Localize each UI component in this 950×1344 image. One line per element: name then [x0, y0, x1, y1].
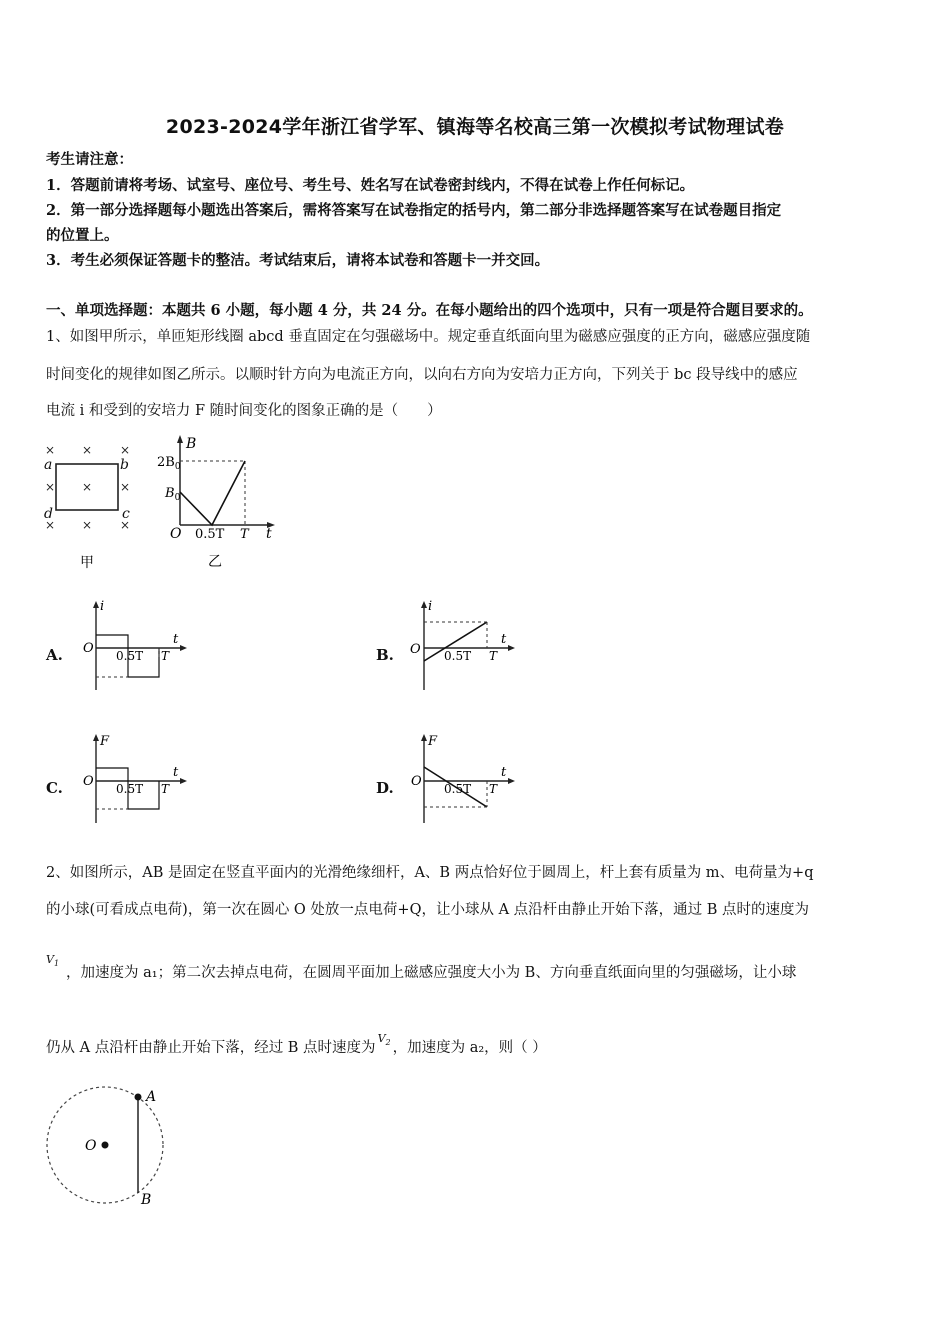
- y-axis-arrow: [93, 601, 99, 608]
- y-axis-arrow: [421, 734, 427, 741]
- page-title: 2023-2024学年浙江省学军、镇海等名校高三第一次模拟考试物理试卷: [165, 116, 785, 138]
- center-point-o: [102, 1142, 109, 1149]
- b-curve: [180, 461, 245, 525]
- q2-line-1: 2、如图所示，AB 是固定在竖直平面内的光滑绝缘细杆，A、B 两点恰好位于圆周上，杆上套有质量为 m、电荷量为+q: [46, 865, 814, 881]
- cross-mark: ×: [120, 480, 131, 494]
- y-axis-arrow: [177, 435, 183, 443]
- tick-half-t: 0.5T: [195, 527, 225, 542]
- cross-mark: ×: [82, 480, 93, 494]
- tick-t: T: [161, 782, 170, 796]
- q1-line-2: 时间变化的规律如图乙所示。以顺时针方向为电流正方向，以向右方向为安培力正方向，下列关于 bc 段导线中的感应: [46, 367, 798, 383]
- notice-item-3: 3．考生必须保证答题卡的整洁。考试结束后，请将本试卷和答题卡一并交回。: [46, 252, 550, 269]
- label-a: A: [146, 1089, 157, 1105]
- y-axis-arrow: [421, 601, 427, 608]
- option-c-graph[interactable]: [80, 731, 190, 826]
- tick-half-t: 0.5T: [444, 649, 472, 663]
- notice-item-1: 1．答题前请将考场、试室号、座位号、考生号、姓名写在试卷密封线内，不得在试卷上作任何标记。: [46, 177, 695, 194]
- option-d-label[interactable]: D.: [376, 779, 394, 797]
- origin-label: O: [83, 641, 94, 656]
- option-a-graph[interactable]: [80, 598, 190, 693]
- tick-t: T: [489, 782, 498, 796]
- force-segment-1: [96, 768, 128, 781]
- origin-label: O: [83, 774, 94, 789]
- cross-mark: ×: [82, 518, 93, 532]
- cross-mark: ×: [45, 480, 56, 494]
- caption-jia: 甲: [80, 555, 94, 571]
- option-d-graph[interactable]: [408, 731, 518, 826]
- tick-half-t: 0.5T: [116, 649, 144, 663]
- section-heading: 一、单项选择题：本题共 6 小题，每小题 4 分，共 24 分。在每小题给出的四个选项中，只有一项是符合题目要求的。: [46, 302, 813, 319]
- option-b-graph[interactable]: [408, 598, 518, 693]
- x-axis-arrow: [508, 645, 515, 651]
- q2-line-2: 的小球(可看成点电荷)，第一次在圆心 O 处放一点电荷+Q，让小球从 A 点沿杆由静止开始下落，通过 B 点时的速度为: [46, 902, 810, 918]
- tick-t: T: [161, 649, 170, 663]
- q1-line-3: 电流 i 和受到的安培力 F 随时间变化的图象正确的是（ ）: [46, 403, 442, 419]
- option-b-label[interactable]: B.: [376, 646, 394, 664]
- ball-a: [135, 1094, 142, 1101]
- notice-item-2: 2．第一部分选择题每小题选出答案后，需将答案写在试卷指定的括号内，第二部分非选择题答案写在试卷题目指定: [46, 202, 782, 219]
- tick-t: T: [240, 527, 249, 542]
- caption-yi: 乙: [208, 554, 222, 570]
- v2-symbol: V2: [377, 1032, 391, 1048]
- y-axis-arrow: [93, 734, 99, 741]
- cross-mark: ×: [120, 443, 131, 457]
- axis-label-t: t: [501, 632, 507, 647]
- cross-mark: ×: [120, 518, 131, 532]
- option-c-label[interactable]: C.: [46, 779, 63, 797]
- origin-label: O: [411, 774, 422, 789]
- figure-coil-jia: [40, 440, 140, 575]
- q2-line-4: 仍从 A 点沿杆由静止开始下落，经过 B 点时速度为$^{V_2}$ ，加速度为 a₂，则（ ）: [46, 1032, 547, 1056]
- q1-line-1: 1、如图甲所示，单匝矩形线圈 abcd 垂直固定在匀强磁场中。规定垂直纸面向里为磁感应强度的正方向，磁感应强度随: [46, 329, 811, 345]
- axis-label-b: B: [186, 436, 197, 452]
- axis-label: F: [100, 734, 110, 749]
- tick-t: T: [489, 649, 498, 663]
- x-axis-arrow: [508, 778, 515, 784]
- axis-label: F: [428, 734, 438, 749]
- axis-label-t: t: [173, 632, 179, 647]
- figure-circle-rod: [40, 1080, 180, 1215]
- current-segment-1: [96, 635, 128, 648]
- coil-corner-b: b: [120, 457, 129, 473]
- v1-symbol: $V_1$: [46, 953, 60, 969]
- origin-label: O: [170, 526, 182, 542]
- x-axis-arrow: [180, 778, 187, 784]
- cross-mark: ×: [45, 443, 56, 457]
- label-b: B: [141, 1192, 152, 1208]
- axis-label: i: [100, 599, 105, 614]
- x-axis-arrow: [180, 645, 187, 651]
- coil-corner-c: c: [122, 506, 130, 522]
- axis-label: i: [428, 599, 433, 614]
- notice-item-2-cont: 的位置上。: [46, 227, 119, 244]
- tick-2b0: $2B_0$: [157, 455, 181, 472]
- option-a-label[interactable]: A.: [46, 646, 63, 664]
- q2-line-3: ，加速度为 a₁；第二次去掉点电荷，在圆周平面加上磁感应强度大小为 B、方向垂直纸面向里的匀强磁场，让小球: [66, 965, 797, 981]
- cross-mark: ×: [82, 443, 93, 457]
- figure-bt-graph-yi: [150, 430, 290, 575]
- notice-heading: 考生请注意：: [46, 151, 133, 168]
- origin-label: O: [410, 642, 421, 657]
- label-o: O: [85, 1138, 97, 1154]
- axis-label-t: t: [173, 765, 179, 780]
- tick-half-t: 0.5T: [116, 782, 144, 796]
- tick-half-t: 0.5T: [444, 782, 472, 796]
- coil-corner-a: a: [44, 457, 53, 473]
- tick-b0: $B_0$: [165, 486, 181, 503]
- axis-label-t: t: [266, 526, 272, 542]
- cross-mark: ×: [45, 518, 56, 532]
- coil-corner-d: d: [44, 506, 53, 522]
- axis-label-t: t: [501, 765, 507, 780]
